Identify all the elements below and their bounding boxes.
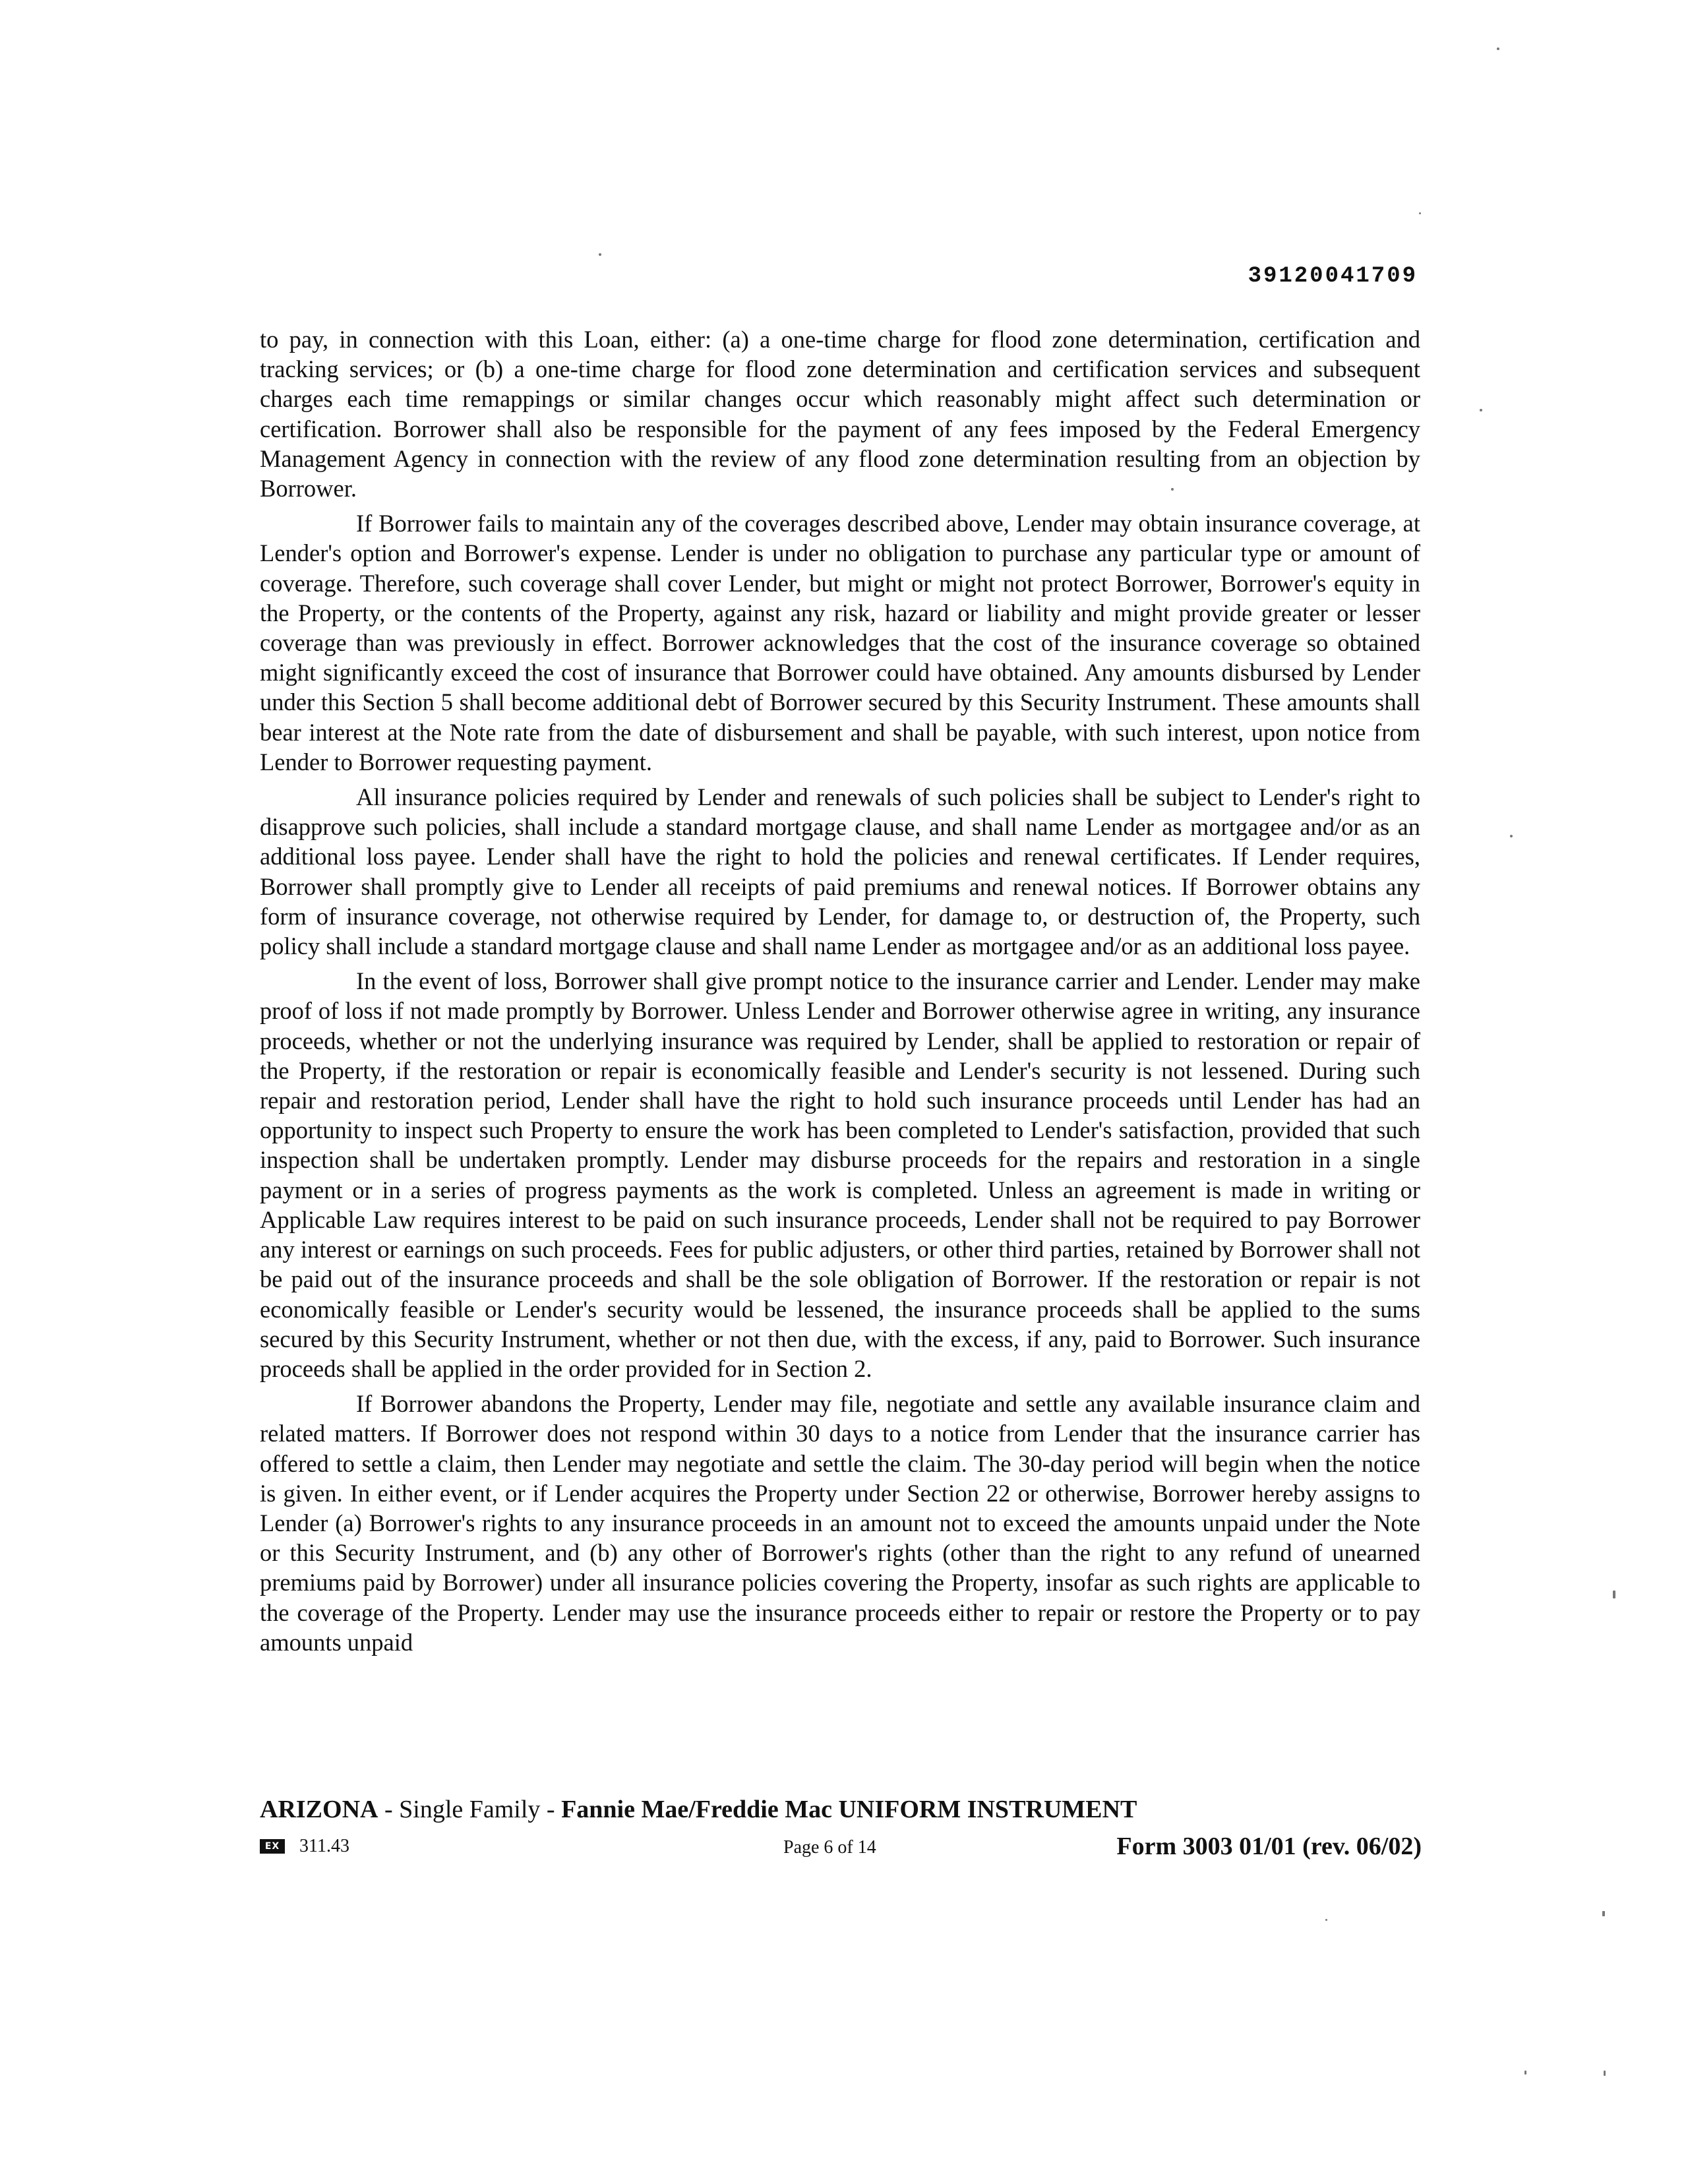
footer-property-type: Single Family: [399, 1796, 541, 1823]
scan-speck: [599, 253, 601, 256]
footer-state: ARIZONA: [260, 1796, 378, 1823]
paragraph-event-of-loss: In the event of loss, Borrower shall give prompt notice to the insurance carrier and Lender. Lender may make proof of loss if not made promptly by Borrower. Unless Lender and Borrower otherwise agree in writing, any insurance proceeds, whether or not the underlying insurance was required by Lender, shall be applied to restoration or repair of the Property, if the restoration or repair is economically feasible and Lender's security is not lessened. During such repair and restoration period, Lender shall have the right to hold such insurance proceeds until Lender has had an opportunity to inspect such Property to ensure the work has been completed to Lender's satisfaction, provided that such inspection shall be undertaken promptly. Lender may disburse proceeds for the repairs and restoration in a single payment or in a series of progress payments as the work is completed. Unless an agreement is made in writing or Applicable Law requires interest to be paid on such insurance proceeds, Lender shall not be required to pay Borrower any interest or earnings on such proceeds. Fees for public adjusters, or other third parties, retained by Borrower shall not be paid out of the insurance proceeds and shall be the sole obligation of Borrower. If the restoration or repair is not economically feasible or Lender's security would be lessened, the insurance proceeds shall be applied to the sums secured by this Security Instrument, whether or not then due, with the excess, if any, paid to Borrower. Such insurance proceeds shall be applied in the order provided for in Section 2.: [260, 967, 1420, 1382]
scan-speck: [1325, 1919, 1327, 1921]
footer-separator: -: [378, 1796, 400, 1823]
scan-speck: [1613, 1591, 1615, 1598]
footer-details: [260, 1832, 1422, 1862]
scan-speck: [1171, 488, 1174, 491]
paragraph-insurance-policies: All insurance policies required by Lender and renewals of such policies shall be subject to Lender's right to disapprove such policies, shall include a standard mortgage clause, and shall name Lender as mortgagee and/or as an additional loss payee. Lender shall have the right to hold the policies and renewal certificates. If Lender requires, Borrower shall promptly give to Lender all receipts of paid premiums and renewal notices. If Borrower obtains any form of insurance coverage, not otherwise required by Lender, for damage to, or destruction of, the Property, such policy shall include a standard mortgage clause and shall name Lender as mortgagee and/or as an additional loss payee.: [260, 783, 1420, 960]
footer-code: 311.43: [299, 1836, 349, 1856]
scan-speck: [1604, 2071, 1606, 2076]
footer-separator: -: [540, 1796, 562, 1823]
paragraph-lender-obtain-insurance: If Borrower fails to maintain any of the coverages described above, Lender may obtain insurance coverage, at Lender's option and Borrower's expense. Lender is under no obligation to purchase any particular type or amount of coverage. Therefore, such coverage shall cover Lender, but might or might not protect Borrower, Borrower's equity in the Property, or the contents of the Property, against any risk, hazard or liability and might provide greater or lesser coverage than was previously in effect. Borrower acknowledges that the cost of the insurance coverage so obtained might significantly exceed the cost of insurance that Borrower could have obtained. Any amounts disbursed by Lender under this Section 5 shall become additional debt of Borrower secured by this Security Instrument. These amounts shall bear interest at the Note rate from the date of disbursement and shall be payable, with such interest, upon notice from Lender to Borrower requesting payment.: [260, 510, 1420, 775]
page-number: Page 6 of 14: [783, 1837, 876, 1858]
scan-speck: [1602, 1911, 1605, 1916]
paragraph-flood-charges: to pay, in connection with this Loan, either: (a) a one-time charge for flood zone determination, certification and tracking services; or (b) a one-time charge for flood zone determination and certification services and subsequent charges each time remappings or similar changes occur which reasonably might affect such determination or certification. Borrower shall also be responsible for the payment of any fees imposed by the Federal Emergency Management Agency in connection with the review of any flood zone determination resulting from an objection by Borrower.: [260, 326, 1420, 502]
scan-speck: [1510, 835, 1513, 837]
scan-speck: [1480, 409, 1482, 411]
scan-speck: [1497, 47, 1499, 50]
paragraph-abandons-property: If Borrower abandons the Property, Lender may file, negotiate and settle any available insurance claim and related matters. If Borrower does not respond within 30 days to a notice from Lender that the insurance carrier has offered to settle a claim, then Lender may negotiate and settle the claim. The 30-day period will begin when the notice is given. In either event, or if Lender acquires the Property under Section 22 or otherwise, Borrower hereby assigns to Lender (a) Borrower's rights to any insurance proceeds in an amount not to exceed the amounts unpaid under the Note or this Security Instrument, and (b) any other of Borrower's rights (other than the right to any refund of unearned premiums paid by Borrower) under all insurance policies covering the Property, insofar as such rights are applicable to the coverage of the Property. Lender may use the insurance proceeds either to repair or restore the Property or to pay amounts unpaid: [260, 1390, 1420, 1656]
scan-speck: [1524, 2071, 1526, 2075]
document-body: [260, 324, 1420, 1657]
footer-instrument: Fannie Mae/Freddie Mac UNIFORM INSTRUMENT: [561, 1796, 1137, 1823]
scan-speck: [1419, 212, 1421, 214]
form-number: Form 3003 01/01 (rev. 06/02): [1116, 1833, 1422, 1860]
footer-form-title: [260, 1795, 1137, 1824]
document-number: 39120041709: [1248, 264, 1418, 289]
ellie-mae-logo-icon: EX: [260, 1839, 285, 1854]
footer-code-group: [260, 1836, 349, 1857]
